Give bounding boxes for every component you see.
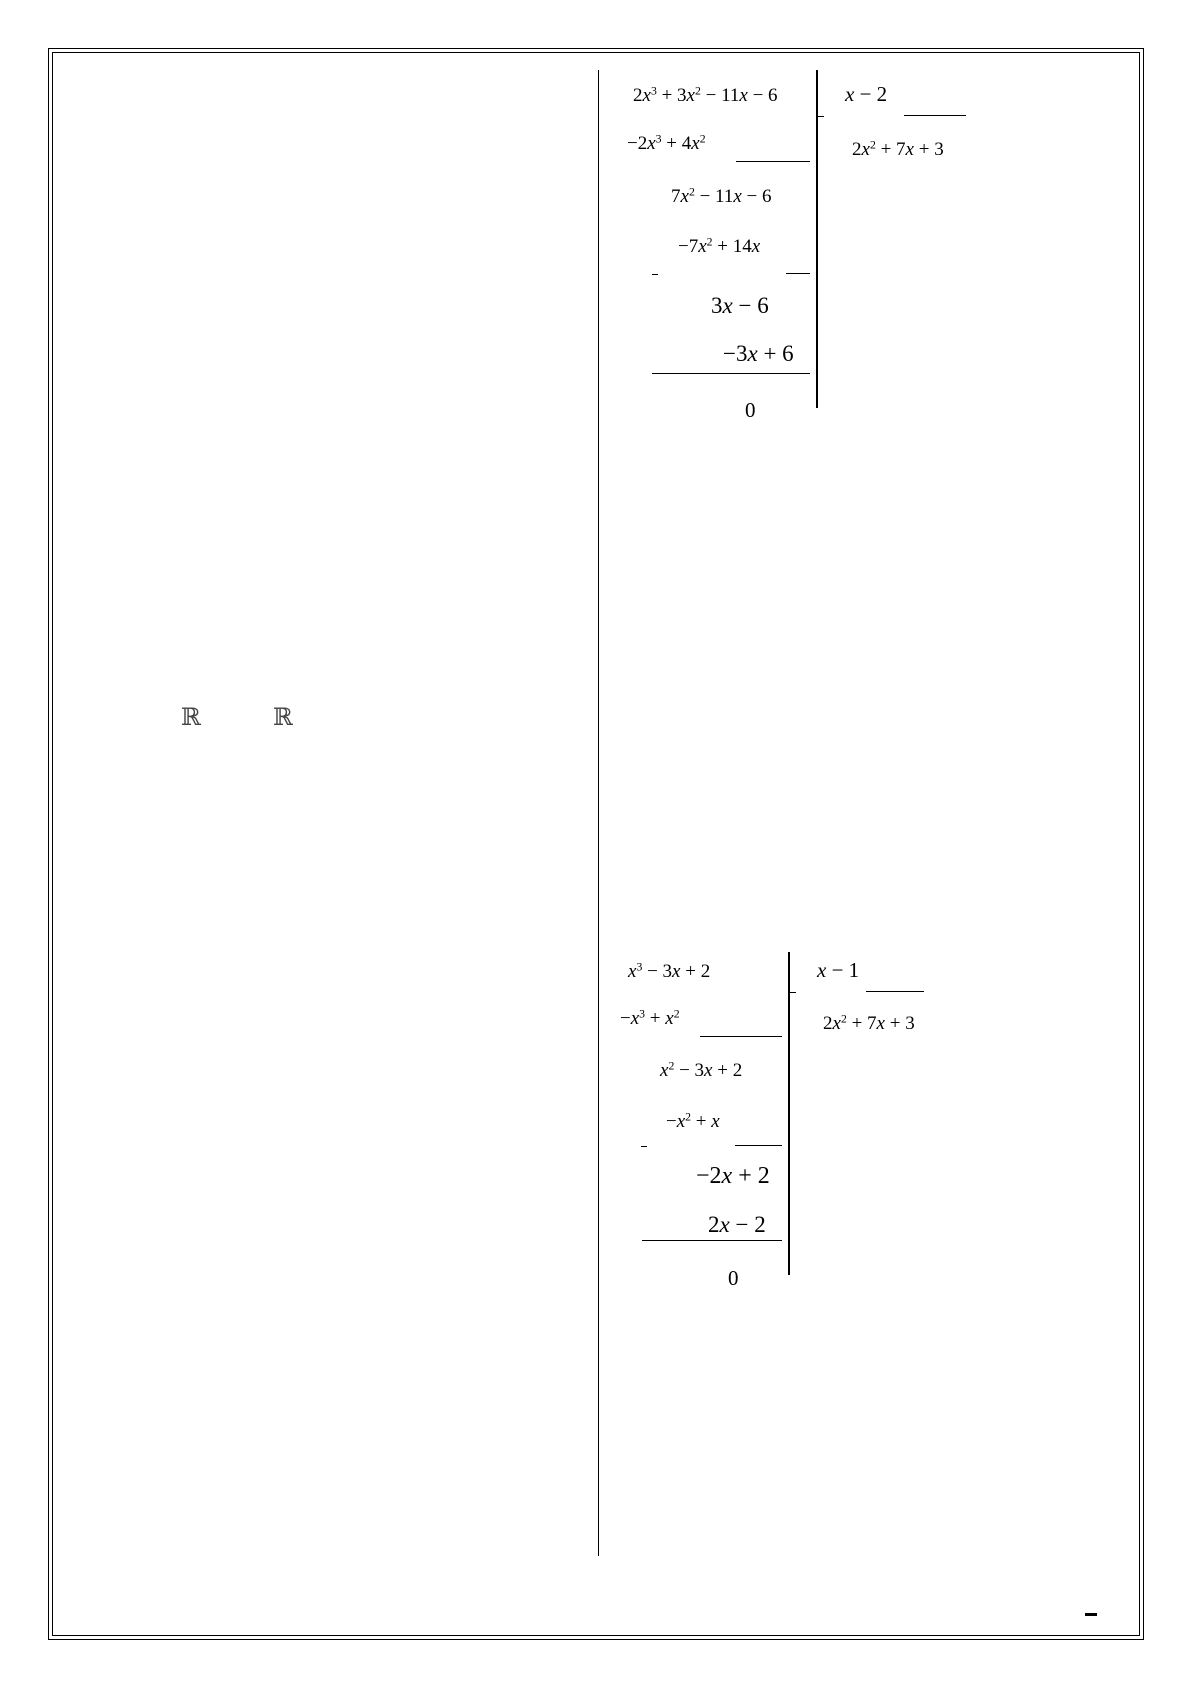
column-divider: [598, 70, 599, 1556]
step-line: [700, 1036, 782, 1037]
quotient: $2x^2 + 7x + 3$: [823, 1012, 915, 1034]
division-bar: [816, 70, 818, 408]
division-tick: [790, 992, 796, 993]
step-subtract: $-7x^2 + 14x$: [678, 235, 761, 257]
dividend: $2x^3 + 3x^2 - 11x - 6$: [633, 84, 778, 106]
divisor-underline: [904, 115, 966, 116]
division-bar: [788, 952, 790, 1275]
step-line: [735, 1145, 782, 1146]
step-subtract: $-x^3 + x^2$: [620, 1007, 680, 1029]
step-line: [652, 373, 810, 374]
step-subtract: 2x − 2: [708, 1212, 766, 1237]
quotient: $2x^2 + 7x + 3$: [852, 138, 944, 160]
page-border-inner: [52, 52, 1140, 1636]
step-result: 3x − 6: [711, 293, 769, 318]
divisor-underline: [866, 991, 924, 992]
step-subtract: −3x + 6: [723, 341, 794, 366]
divisor: x − 1: [817, 958, 860, 982]
dividend: $x^3 - 3x + 2$: [628, 960, 711, 982]
reals-symbol: ℝ: [181, 703, 201, 731]
step-line: [736, 161, 810, 162]
step-result: $x^2 - 3x + 2$: [660, 1059, 743, 1081]
remainder: 0: [728, 1266, 739, 1290]
remainder: 0: [745, 398, 756, 422]
step-line: [786, 273, 810, 274]
step-result: $7x^2 - 11x - 6$: [671, 185, 772, 207]
divisor: x − 2: [845, 82, 888, 106]
reals-symbol: ℝ: [273, 703, 293, 731]
division-tick: [818, 116, 824, 117]
page-number-dash: [1085, 1613, 1097, 1616]
step-line: [642, 1240, 782, 1241]
minus-sign: [641, 1146, 647, 1147]
step-result: −2x + 2: [696, 1163, 770, 1189]
step-subtract: $-x^2 + x$: [666, 1110, 720, 1132]
minus-sign: [652, 274, 658, 275]
step-subtract: $-2x^3 + 4x^2$: [627, 132, 706, 154]
